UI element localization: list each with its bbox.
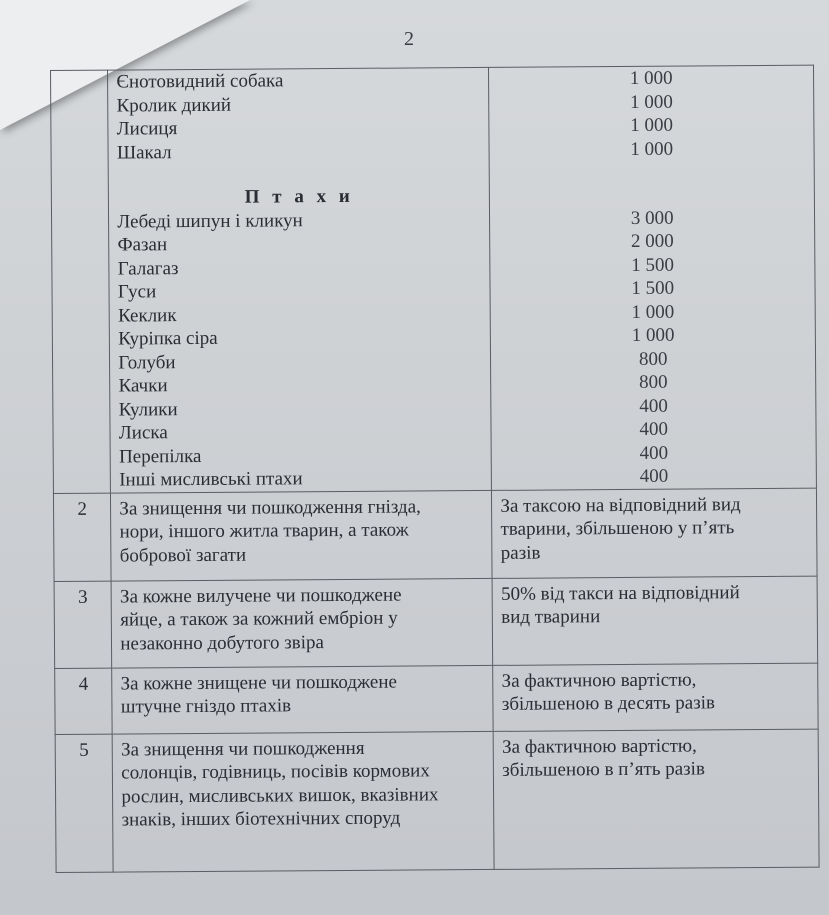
page-number: 2 (404, 28, 414, 50)
row-number: 3 (54, 581, 112, 668)
rate-line: За таксою на відповідний вид (500, 493, 741, 517)
rate-value: 1 000 (630, 138, 674, 160)
rate-value: 800 (638, 348, 668, 370)
description-line: нори, іншого житла тварин, а також (119, 519, 409, 543)
table-row (55, 663, 818, 734)
species-name: Перепілка (118, 445, 202, 468)
rate-value: 400 (639, 395, 668, 417)
birds-heading: П т а х и (244, 185, 354, 208)
description-line: рослин, мисливських вишок, вказівних (121, 783, 439, 808)
table-row-species (51, 65, 817, 493)
table-row (54, 576, 818, 668)
description-line: бобрової загати (119, 544, 247, 567)
species-name: Качки (118, 375, 168, 397)
description-line: За кожне знищене чи пошкоджене (120, 671, 397, 695)
rate-value: 400 (639, 465, 669, 487)
rate-value: 2 000 (630, 230, 674, 252)
rate-line: За фактичною вартістю, (502, 735, 697, 758)
species-name: Кеклик (117, 304, 177, 327)
cell-num-empty (51, 70, 111, 493)
rate-value: 1 000 (631, 301, 675, 323)
description-line: знаків, інших біотехнічних споруд (121, 807, 401, 831)
rate-value: 800 (639, 371, 668, 393)
species-name: Лисиця (116, 118, 178, 140)
row-number: 2 (53, 493, 111, 581)
species-name: Лебеді шипун і кликун (117, 209, 303, 233)
row-number: 4 (55, 668, 113, 734)
species-name: Кулики (118, 398, 178, 421)
species-name: Фазан (117, 234, 168, 256)
description-line: незаконно добутого звіра (120, 631, 324, 655)
row-description (112, 731, 494, 872)
row-rate (493, 729, 819, 869)
cell-species-values (489, 65, 817, 490)
cell-species-list (108, 67, 492, 492)
species-name: Куріпка сіра (118, 327, 218, 350)
species-name: Гуси (117, 281, 157, 303)
species-name: Єнотовидний собака (116, 70, 284, 93)
rate-value: 400 (639, 418, 669, 440)
description-line: солонців, годівниць, посівів кормових (121, 760, 430, 784)
heading-gap (498, 160, 806, 208)
description-line: За кожне вилучене чи пошкоджене (119, 584, 402, 608)
description-line: За знищення чи пошкодження гнізда, (119, 495, 421, 520)
species-name: Шакал (116, 141, 172, 164)
rate-value: 3 000 (630, 207, 674, 229)
rate-line: вид тварини (501, 606, 601, 628)
description-line: яйце, а також за кожний ембріон у (120, 607, 398, 631)
table-row (55, 729, 819, 872)
rate-value: 1 000 (629, 91, 673, 113)
species-name: Лиска (118, 422, 168, 444)
rate-value: 1 500 (631, 277, 675, 299)
species-name: Голуби (118, 351, 176, 374)
row-rate (492, 576, 817, 665)
rate-line: тварини, збільшеною у п’ять (500, 517, 735, 540)
row-description (111, 578, 493, 668)
row-number: 5 (55, 734, 113, 872)
rate-value: 400 (639, 442, 669, 464)
species-name: Галагаз (117, 257, 179, 280)
row-rate (492, 488, 817, 578)
rate-line: збільшеною в десять разів (501, 692, 716, 715)
rate-value: 1 500 (631, 254, 674, 276)
description-line: За знищення чи пошкодження (121, 737, 365, 761)
rate-value: 1 000 (631, 324, 675, 346)
rate-line: 50% від такси на відповідний (500, 581, 740, 605)
compensation-table (50, 65, 820, 873)
rate-value: 1 000 (630, 114, 674, 136)
row-rate (493, 663, 818, 731)
rate-value: 1 000 (629, 67, 673, 89)
description-line: штучне гніздо птахів (120, 695, 292, 718)
row-description (112, 665, 493, 734)
table-row (53, 488, 817, 581)
rate-line: За фактичною вартістю, (501, 669, 697, 692)
species-name: Кролик дикий (116, 94, 232, 117)
rate-line: разів (500, 542, 541, 564)
rate-line: збільшеною в п’ять разів (502, 758, 705, 781)
species-name: Інші мисливські птахи (119, 468, 303, 491)
row-description (111, 490, 493, 581)
